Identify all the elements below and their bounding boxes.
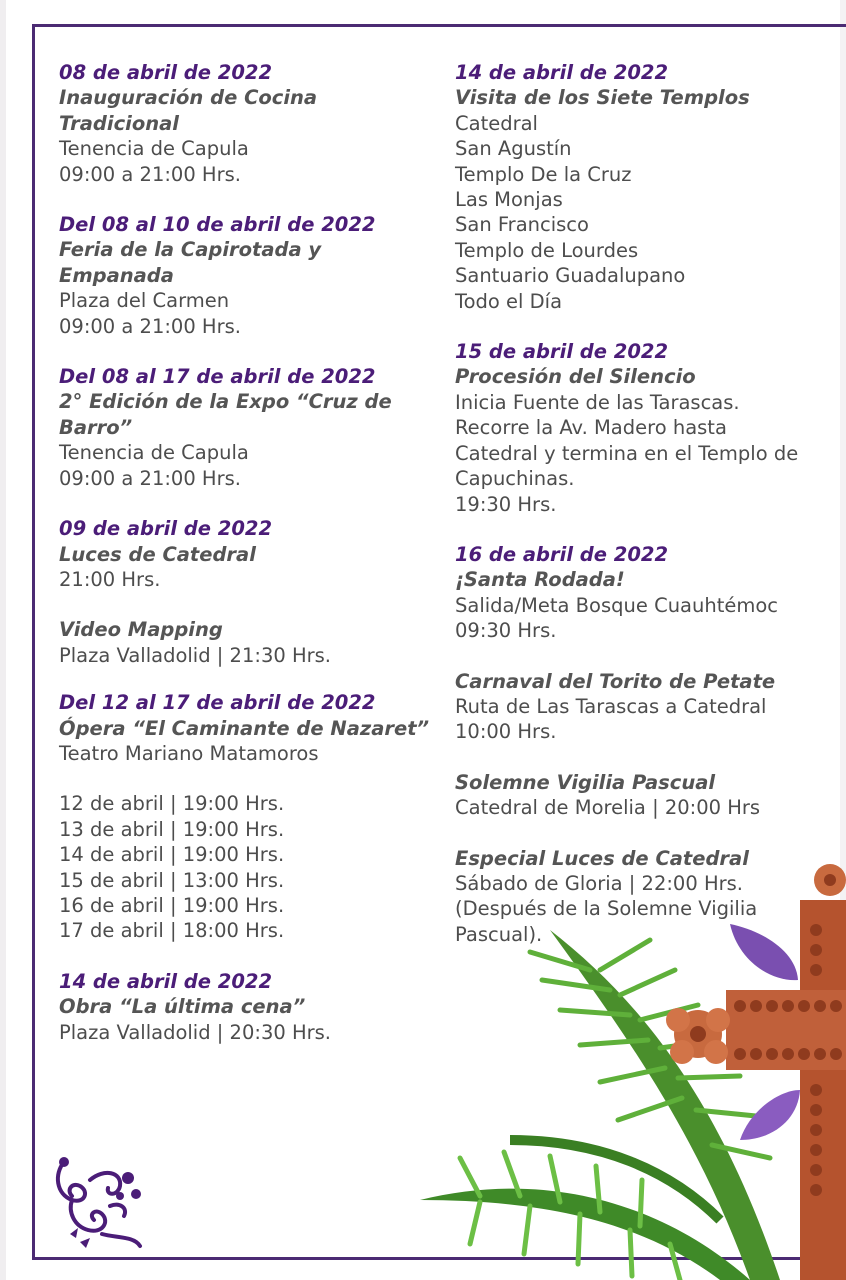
event-detail: Recorre la Av. Madero hasta	[455, 416, 727, 440]
temple-item: Catedral	[455, 111, 538, 135]
event-date: Del 08 al 17 de abril de 2022	[59, 365, 376, 389]
event-title: Feria de la Capirotada y	[59, 238, 322, 262]
event-title: Barro”	[59, 415, 133, 439]
palm-and-cross-decoration	[420, 840, 846, 1280]
event-detail: Plaza Valladolid | 20:30 Hrs.	[59, 1020, 331, 1044]
ornament-logo	[50, 1150, 150, 1255]
event-title: Ópera “El Caminante de Nazaret”	[59, 716, 430, 740]
event-title: Empanada	[59, 263, 174, 287]
page-edge-left	[0, 0, 6, 1280]
event-date: Del 08 al 10 de abril de 2022	[59, 213, 376, 237]
event-detail: 10:00 Hrs.	[455, 720, 557, 744]
event-title: Visita de los Siete Templos	[455, 86, 750, 110]
schedule-item: 17 de abril | 18:00 Hrs.	[59, 919, 285, 943]
event-date: 16 de abril de 2022	[455, 542, 669, 566]
event-video-mapping	[59, 617, 444, 668]
palm-leaves-icon	[420, 930, 780, 1280]
event-santa-rodada	[455, 542, 840, 644]
event-title: Inauguración de Cocina	[59, 86, 318, 110]
event-detail: 09:30 Hrs.	[455, 619, 557, 643]
event-date: 15 de abril de 2022	[455, 340, 669, 364]
temple-item: San Agustín	[455, 137, 572, 161]
left-column	[59, 60, 444, 1070]
event-detail: Sábado de Gloria | 22:00 Hrs.	[455, 871, 743, 895]
event-detail: Catedral y termina en el Templo de	[455, 441, 799, 465]
event-detail: Tenencia de Capula	[59, 441, 249, 465]
temple-item: Santuario Guadalupano	[455, 264, 686, 288]
event-detail: 09:00 a 21:00 Hrs.	[59, 314, 241, 338]
event-title: Solemne Vigilia Pascual	[455, 770, 716, 794]
event-detail: Inicia Fuente de las Tarascas.	[455, 390, 740, 414]
event-date: 09 de abril de 2022	[59, 517, 273, 541]
event-detail: 21:00 Hrs.	[59, 567, 161, 591]
schedule-item: 16 de abril | 19:00 Hrs.	[59, 893, 285, 917]
event-title: Obra “La última cena”	[59, 995, 306, 1019]
event-detail: Pascual).	[455, 922, 543, 946]
temple-item: Las Monjas	[455, 188, 563, 212]
event-capirotada	[59, 212, 444, 339]
schedule-item: 14 de abril | 19:00 Hrs.	[59, 843, 285, 867]
event-vigilia	[455, 770, 840, 821]
event-title: ¡Santa Rodada!	[455, 568, 625, 592]
event-title: Video Mapping	[59, 618, 223, 642]
event-detail: Capuchinas.	[455, 467, 575, 491]
event-detail: Catedral de Morelia | 20:00 Hrs	[455, 796, 761, 820]
event-procesion	[455, 339, 840, 517]
clay-flower-icon	[666, 1008, 730, 1064]
schedule-item: 13 de abril | 19:00 Hrs.	[59, 817, 285, 841]
event-opera	[59, 690, 444, 944]
event-detail: Ruta de Las Tarascas a Catedral	[455, 694, 767, 718]
event-detail: (Después de la Solemne Vigilia	[455, 897, 758, 921]
event-title: Especial Luces de Catedral	[455, 846, 749, 870]
event-title: Tradicional	[59, 111, 179, 135]
event-title: Luces de Catedral	[59, 542, 256, 566]
right-column	[455, 60, 840, 972]
event-date: Del 12 al 17 de abril de 2022	[59, 691, 376, 715]
event-ultima-cena	[59, 969, 444, 1045]
event-detail: Plaza del Carmen	[59, 289, 230, 313]
event-date: 14 de abril de 2022	[59, 969, 273, 993]
schedule-item: 12 de abril | 19:00 Hrs.	[59, 792, 285, 816]
event-detail: Todo el Día	[455, 289, 563, 313]
event-detail: 19:30 Hrs.	[455, 492, 557, 516]
event-detail: 09:00 a 21:00 Hrs.	[59, 162, 241, 186]
event-title: 2° Edición de la Expo “Cruz de	[59, 390, 392, 414]
event-cocina	[59, 60, 444, 187]
event-torito	[455, 669, 840, 745]
schedule-item: 15 de abril | 13:00 Hrs.	[59, 868, 285, 892]
event-detail: Plaza Valladolid | 21:30 Hrs.	[59, 643, 331, 667]
event-title: Procesión del Silencio	[455, 365, 696, 389]
event-title: Carnaval del Torito de Petate	[455, 669, 776, 693]
event-detail: Salida/Meta Bosque Cuauhtémoc	[455, 593, 779, 617]
event-date: 08 de abril de 2022	[59, 61, 273, 84]
event-date: 14 de abril de 2022	[455, 61, 669, 84]
temple-item: San Francisco	[455, 213, 589, 237]
event-detail: Teatro Mariano Matamoros	[59, 741, 319, 765]
event-detail: Tenencia de Capula	[59, 137, 249, 161]
temple-item: Templo de Lourdes	[455, 238, 639, 262]
event-detail: 09:00 a 21:00 Hrs.	[59, 466, 241, 490]
event-siete-templos	[455, 60, 840, 314]
temple-item: Templo De la Cruz	[455, 162, 632, 186]
event-luces-catedral	[59, 516, 444, 592]
purple-leaf-icon	[730, 924, 798, 980]
event-expo-barro	[59, 364, 444, 491]
